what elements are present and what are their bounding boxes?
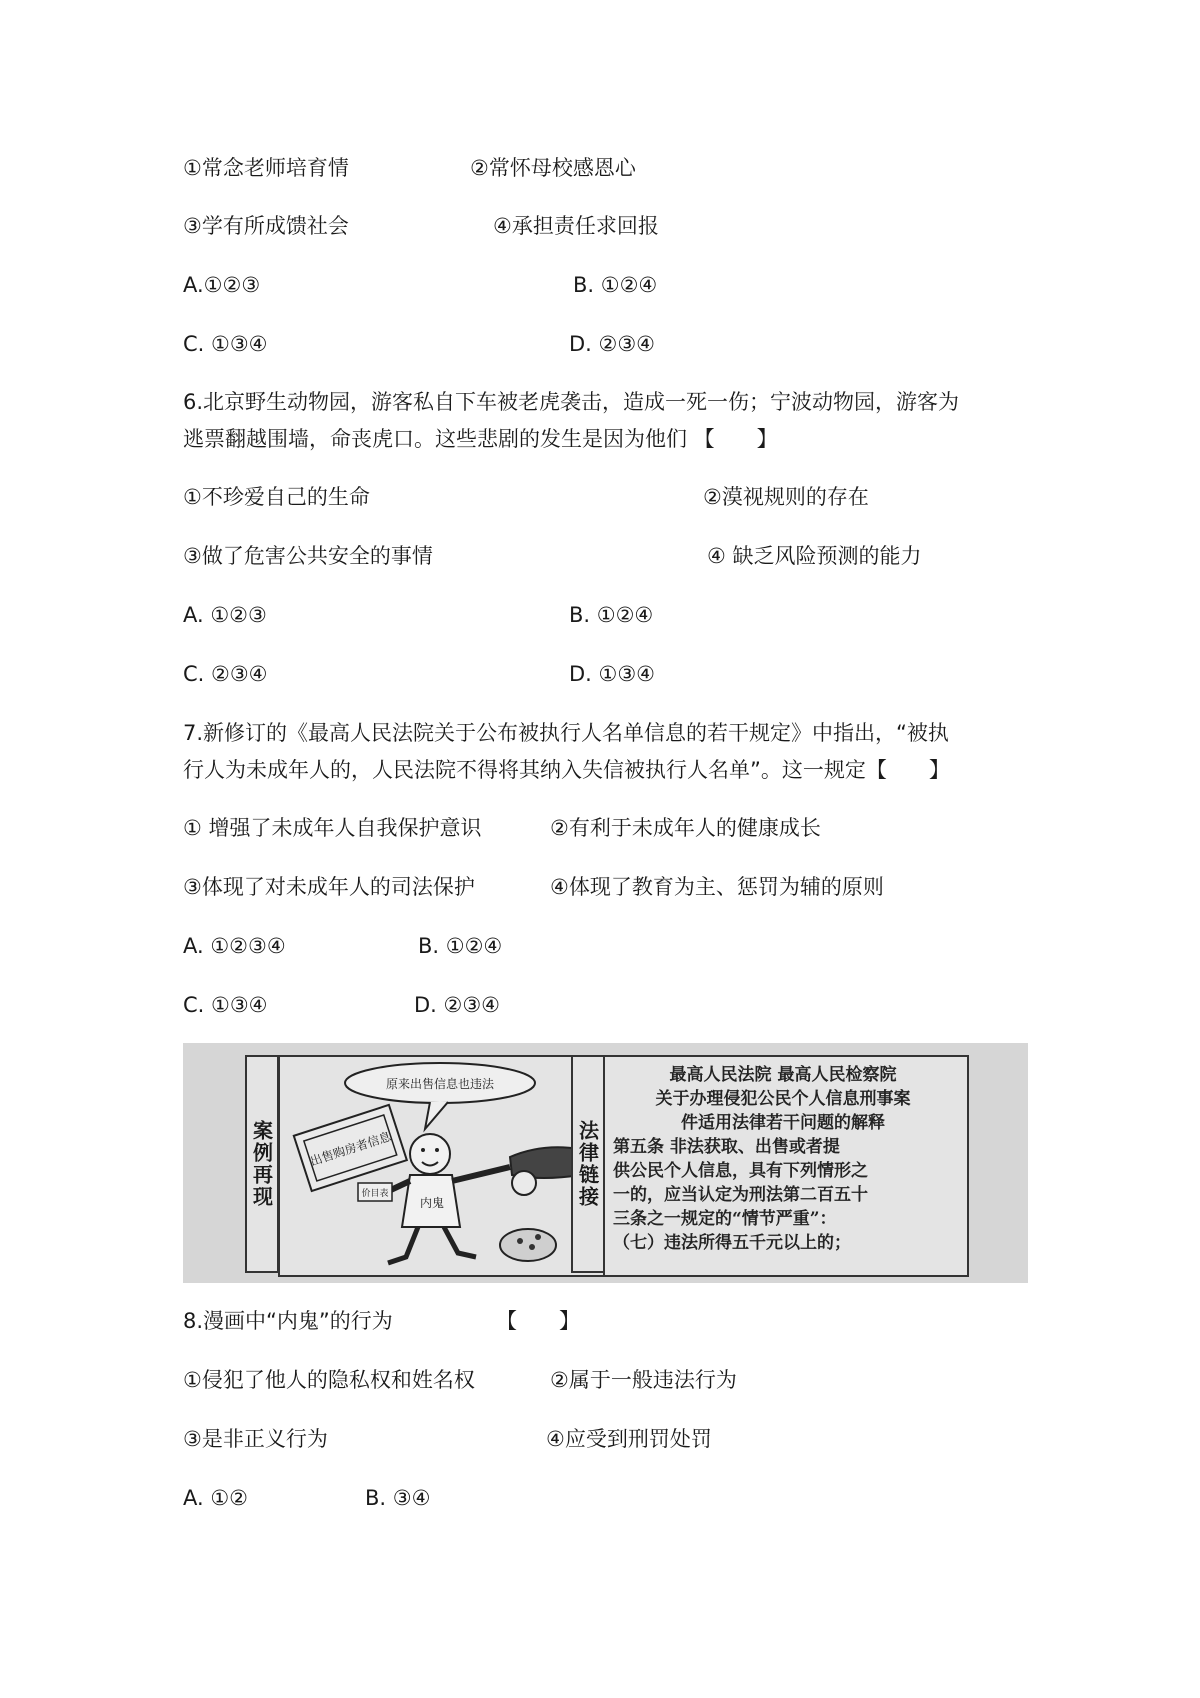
q8-answer-bracket: 【 】 — [496, 1309, 580, 1333]
q8-option-1: ①侵犯了他人的隐私权和姓名权 — [183, 1368, 475, 1392]
q5-option-3: ③学有所成馈社会 — [183, 214, 349, 238]
law-line-1: 最高人民法院 最高人民检察院 — [669, 1065, 897, 1085]
q8-choice-a: A. ①② — [183, 1486, 248, 1510]
q8-choice-b: B. ③④ — [365, 1486, 431, 1510]
q5-choice-d: D. ②③④ — [569, 332, 655, 356]
q6-stem-line-2: 逃票翻越围墙，命丧虎口。这些悲剧的发生是因为他们 【 】 — [183, 427, 778, 451]
law-line-7: 三条之一规定的“情节严重”： — [613, 1209, 837, 1229]
law-line-8: （七）违法所得五千元以上的； — [613, 1233, 851, 1253]
q8-option-4: ④应受到刑罚处罚 — [546, 1427, 712, 1451]
q6-option-1: ①不珍爱自己的生命 — [183, 485, 370, 509]
q5-choice-a: A.①②③ — [183, 273, 261, 297]
q7-stem-line-1: 7.新修订的《最高人民法院关于公布被执行人名单信息的若干规定》中指出，“被执 — [183, 721, 949, 745]
q6-option-3: ③做了危害公共安全的事情 — [183, 544, 433, 568]
q5-option-2: ②常怀母校感恩心 — [470, 156, 636, 180]
law-link-tag: 法律链接 — [571, 1055, 605, 1273]
q6-choice-d: D. ①③④ — [569, 662, 655, 686]
q5-option-1: ①常念老师培育情 — [183, 156, 349, 180]
law-line-4: 第五条 非法获取、出售或者提 — [613, 1137, 840, 1157]
q8-option-2: ②属于一般违法行为 — [550, 1368, 737, 1392]
q7-option-4: ④体现了教育为主、惩罚为辅的原则 — [550, 875, 884, 899]
q8-stem: 8.漫画中“内鬼”的行为 — [183, 1309, 393, 1333]
q7-stem-line-2: 行人为未成年人的，人民法院不得将其纳入失信被执行人名单”。这一规定【 】 — [183, 758, 950, 782]
speech-bubble-text: 原来出售信息也违法 — [385, 1077, 495, 1091]
q5-option-4: ④承担责任求回报 — [493, 214, 659, 238]
q6-choice-c: C. ②③④ — [183, 662, 268, 686]
figure-label: 内鬼 — [419, 1196, 445, 1210]
q7-choice-d: D. ②③④ — [414, 993, 500, 1017]
q6-choice-b: B. ①②④ — [569, 603, 654, 627]
q6-option-4: ④ 缺乏风险预测的能力 — [707, 544, 922, 568]
q7-option-3: ③体现了对未成年人的司法保护 — [183, 875, 475, 899]
q8-option-3: ③是非正义行为 — [183, 1427, 328, 1451]
price-card: 价目表 — [361, 1189, 389, 1199]
law-line-3: 件适用法律若干问题的解释 — [681, 1113, 885, 1133]
q5-choice-b: B. ①②④ — [573, 273, 658, 297]
case-review-tag: 案例再现 — [245, 1055, 279, 1273]
cartoon-illustration — [183, 1043, 1028, 1283]
q7-option-2: ②有利于未成年人的健康成长 — [550, 816, 821, 840]
law-line-5: 供公民个人信息，具有下列情形之 — [613, 1161, 868, 1181]
q6-option-2: ②漠视规则的存在 — [703, 485, 869, 509]
law-line-2: 关于办理侵犯公民个人信息刑事案 — [655, 1089, 911, 1109]
q7-option-1: ① 增强了未成年人自我保护意识 — [183, 816, 482, 840]
q5-choice-c: C. ①③④ — [183, 332, 268, 356]
q6-stem-line-1: 6.北京野生动物园，游客私自下车被老虎袭击，造成一死一伤；宁波动物园，游客为 — [183, 390, 960, 414]
q7-choice-c: C. ①③④ — [183, 993, 268, 1017]
law-line-6: 一的，应当认定为刑法第二百五十 — [613, 1185, 868, 1205]
q7-choice-a: A. ①②③④ — [183, 934, 286, 958]
law-text — [613, 1063, 953, 1255]
q7-choice-b: B. ①②④ — [418, 934, 503, 958]
q6-choice-a: A. ①②③ — [183, 603, 267, 627]
box-text: 出售购房者信息 — [308, 1129, 393, 1169]
